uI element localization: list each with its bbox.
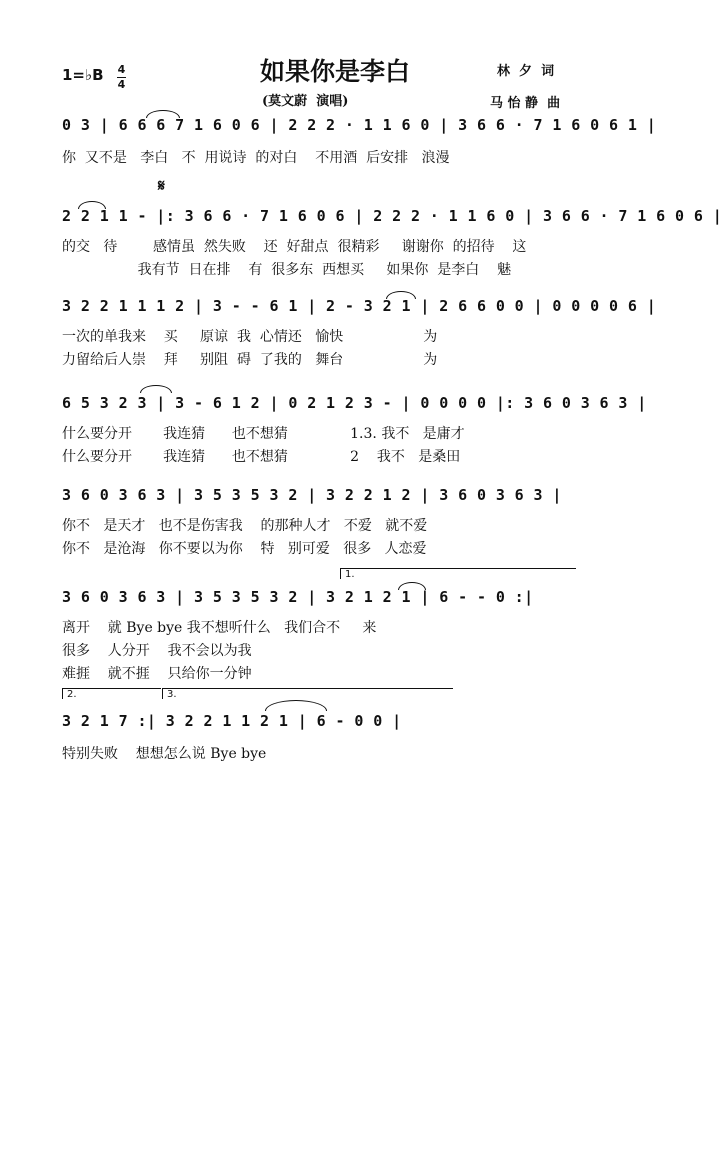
lyric-row-7-verse-1: 特别失败 想想怎么说 Bye bye [62,746,267,762]
lyric-row-3-verse-1: 一次的单我来 买 原谅 我 心情还 愉快 为 [62,329,438,345]
notation-row-2: 2 2 1 1 - |: 3 6 6 · 7 1 6 0 6 | 2 2 2 · 1 1 6 0 | 3 6 6 · 7 1 6 0 6 | [62,207,722,225]
time-signature-bottom: 4 [117,78,126,91]
performer-note: (莫文蔚 演唱) [262,94,349,109]
lyricist-credit: 林 夕 词 [497,64,555,79]
segno-sign: 𝄋 [158,176,165,195]
slur-mark [265,700,327,711]
key-signature: 1=♭B [62,66,104,84]
volta-bracket-1: 1. [340,568,576,579]
lyric-row-6-verse-3: 难捱 就不捱 只给你一分钟 [62,666,252,682]
song-title: 如果你是李白 [260,57,411,86]
volta-bracket-3: 3. [162,688,453,699]
lyric-row-2-verse-2: 我有节 日在排 有 很多东 西想买 如果你 是李白 魅 [62,262,512,278]
notation-row-5: 3 6 0 3 6 3 | 3 5 3 5 3 2 | 3 2 2 1 2 | 3 6 0 3 6 3 | [62,486,562,504]
lyric-row-4-verse-2: 什么要分开 我连猜 也不想猜 2 我不 是桑田 [62,449,461,465]
lyric-row-4-verse-1: 什么要分开 我连猜 也不想猜 1.3. 我不 是庸才 [62,426,465,442]
notation-row-6: 3 6 0 3 6 3 | 3 5 3 5 3 2 | 3 2 1 2 1 | 6 - - 0 :| [62,588,534,606]
lyric-row-6-verse-1: 离开 就 Bye bye 我不想听什么 我们合不 来 [62,620,377,636]
notation-row-7: 3 2 1 7 :| 3 2 2 1 1 2 1 | 6 - 0 0 | [62,712,402,730]
lyric-row-2-verse-1: 的交 待 感情虽 然失败 还 好甜点 很精彩 谢谢你 的招待 这 [62,239,527,255]
volta-bracket-2: 2. [62,688,161,699]
notation-row-1: 0 3 | 6 6 6 7 1 6 0 6 | 2 2 2 · 1 1 6 0 | 3 6 6 · 7 1 6 0 6 1 | [62,116,657,134]
lyric-row-5-verse-1: 你不 是天才 也不是伤害我 的那种人才 不爱 就不爱 [62,518,428,534]
lyric-row-1-verse-1: 你 又不是 李白 不 用说诗 的对白 不用酒 后安排 浪漫 [62,150,450,166]
time-signature-top: 4 [117,63,126,76]
tie-mark [140,385,172,393]
lyric-row-6-verse-2: 很多 人分开 我不会以为我 [62,643,252,659]
notation-row-3: 3 2 2 1 1 1 2 | 3 - - 6 1 | 2 - 3 2 1 | 2 6 6 0 0 | 0 0 0 0 6 | [62,297,657,315]
time-signature [117,64,126,91]
composer-credit: 马 怡 静 曲 [490,96,561,111]
lyric-row-3-verse-2: 力留给后人崇 拜 别阻 碍 了我的 舞台 为 [62,352,438,368]
lyric-row-5-verse-2: 你不 是沧海 你不要以为你 特 别可爱 很多 人恋爱 [62,541,427,557]
notation-row-4: 6 5 3 2 3 | 3 - 6 1 2 | 0 2 1 2 3 - | 0 0 0 0 |: 3 6 0 3 6 3 | [62,394,647,412]
